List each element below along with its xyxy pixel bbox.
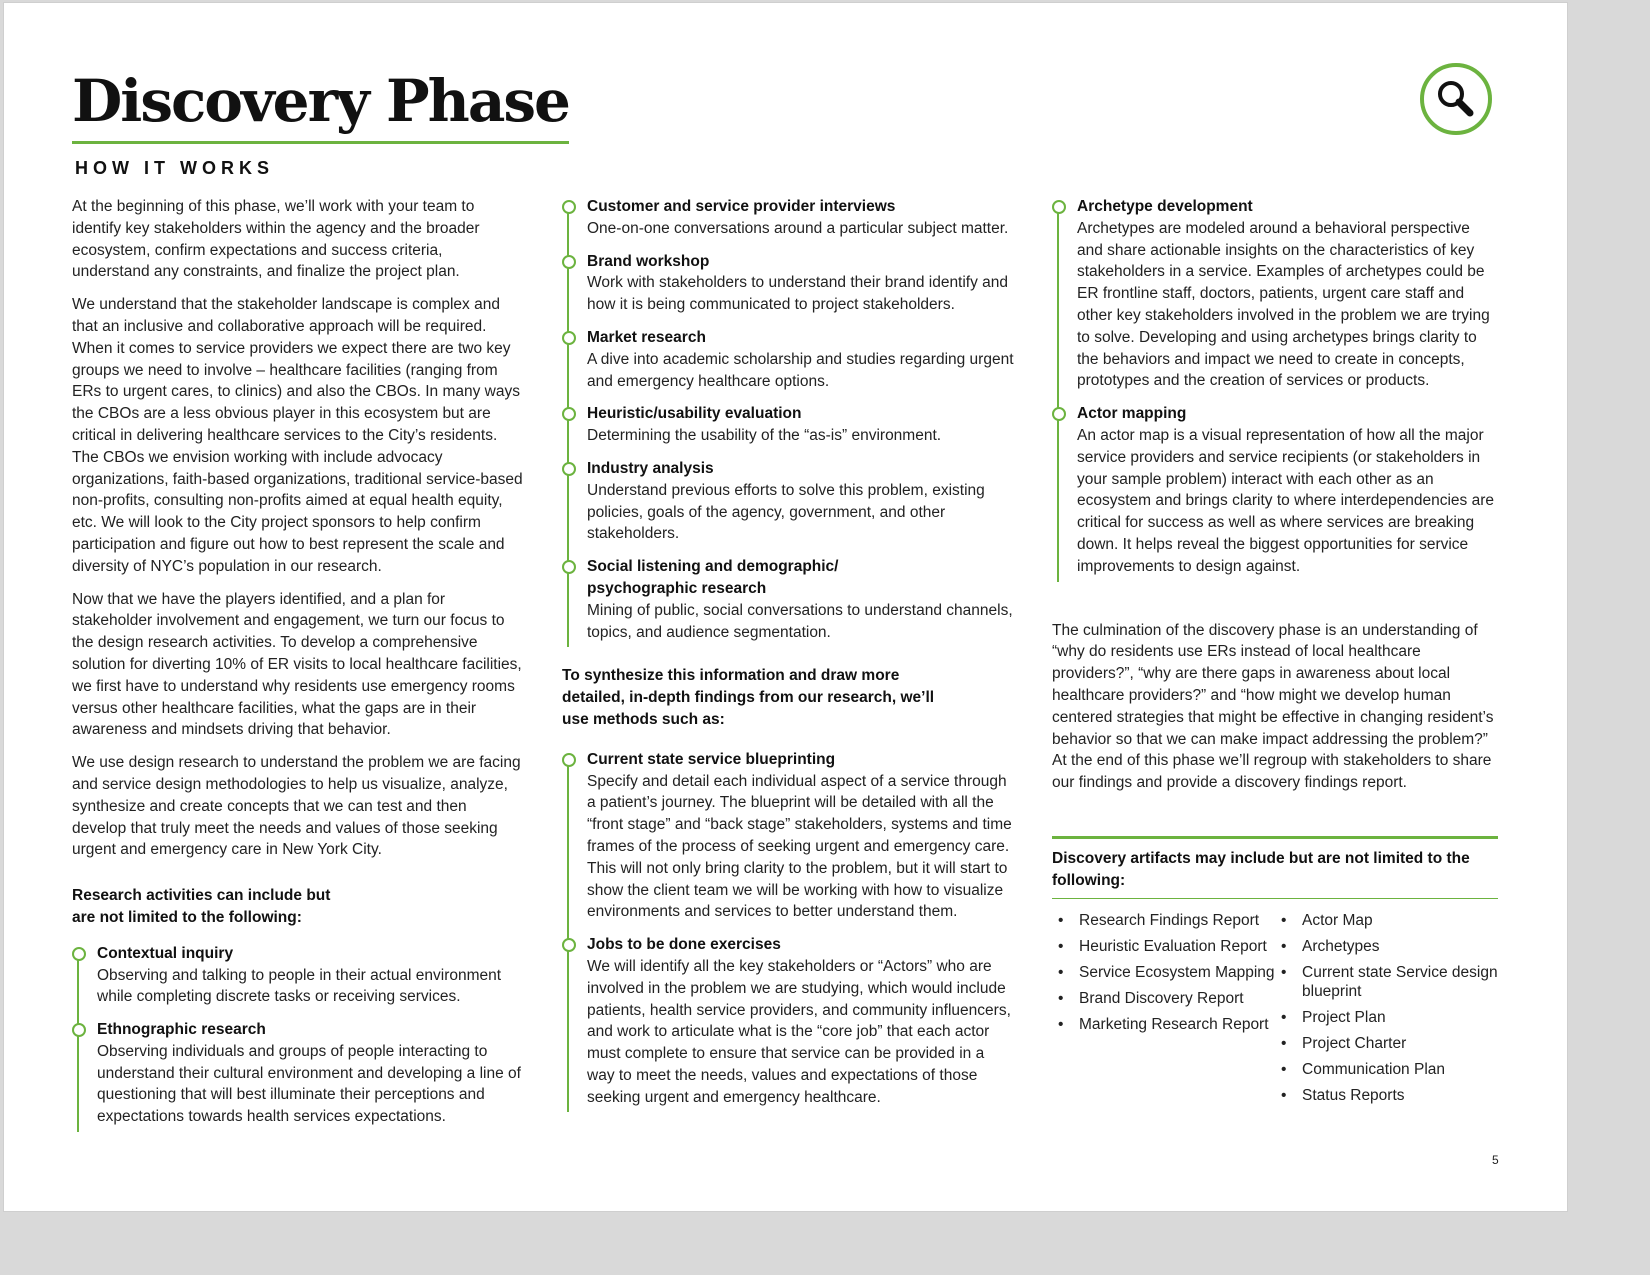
timeline-dot-icon: [562, 938, 576, 952]
list-item: [587, 749, 1014, 923]
timeline-line: [567, 208, 569, 647]
timeline-dot-icon: [562, 200, 576, 214]
activities-timeline: [562, 196, 1014, 643]
item-title: Actor mapping: [1077, 405, 1187, 423]
item-description: Observing and talking to people in their actual environment while completing discrete tasks or receiving services.: [97, 966, 502, 1006]
timeline-line: [567, 761, 569, 1113]
list-item: [587, 327, 1014, 392]
list-item: [587, 196, 1014, 240]
list-item: [97, 1019, 524, 1128]
list-item: • Project Charter: [1275, 1034, 1498, 1053]
item-description: Archetypes are modeled around a behavioral perspective and share actionable insights on the characteristics of key stakeholders in a service. Examples of archetypes could be ER frontline staff, doctors, patients, urgent care staff and other key stakeholders involved in the problem we are trying to solve. Developing and using archetypes brings clarity to the behaviors and impact we need to create in concepts, prototypes and the creation of services or products.: [1077, 219, 1490, 390]
item-description: One-on-one conversations around a particular subject matter.: [587, 219, 1009, 237]
column-right: [1052, 196, 1498, 1112]
list-item: • Current state Service design blueprint: [1275, 963, 1498, 1001]
research-focus-paragraph: Now that we have the players identified, and a plan for stakeholder involvement and engagement, we turn our focus to the design research activities. To develop a comprehensive solution for diverting 10% of ER visits to local healthcare facilities, we first have to understand why residents use emergency rooms versus other healthcare facilities, what the gaps are in their awareness and mindsets driving that behavior.: [72, 590, 522, 739]
item-description: Observing individuals and groups of people interacting to understand their cultural environment and developing a line of questioning that will best illuminate their perceptions and expectations towards health services expectations.: [97, 1042, 521, 1126]
item-title: Market research: [587, 328, 706, 346]
item-description: Work with stakeholders to understand their brand identify and how it is being communicated to project stakeholders.: [587, 274, 1009, 314]
list-item: [1077, 196, 1498, 392]
magnifier-icon: [1420, 63, 1492, 135]
list-item: • Archetypes: [1275, 937, 1498, 956]
list-item: [587, 458, 1014, 545]
list-item: • Marketing Research Report: [1052, 1015, 1275, 1034]
research-activities-lead: Research activities can include but are not limited to the following:: [72, 887, 331, 926]
timeline-dot-icon: [72, 1023, 86, 1037]
timeline-dot-icon: [562, 753, 576, 767]
timeline-dot-icon: [562, 407, 576, 421]
artifacts-box: [1052, 836, 1498, 1112]
list-item: [587, 403, 1014, 447]
list-item: • Brand Discovery Report: [1052, 989, 1275, 1008]
item-title: Customer and service provider interviews: [587, 198, 896, 215]
item-description: Specify and detail each individual aspect of a service through a patient’s journey. The blueprint will be detailed with all the “front stage” and “back stage” stakeholders, systems and time frames of the process of seeking urgent and emergency care. This will not only bring clarity to the problem, but it will start to show the client team we will be working with how to visualize environments and services to better understand them.: [587, 772, 1012, 921]
item-description: We will identify all the key stakeholders or “Actors” who are involved in the problem we are studying, which would include patients, health service providers, and community influencers, and work to articulate what is the “core job” that each actor must complete to ensure that service can be provided in a way to meet the needs, values and expectations of those seeking urgent and emergency healthcare.: [587, 957, 1011, 1106]
item-title: Current state service blueprinting: [587, 750, 836, 768]
list-item: [587, 251, 1014, 316]
timeline-dot-icon: [562, 560, 576, 574]
item-title: Contextual inquiry: [97, 944, 234, 962]
item-title: Archetype development: [1077, 198, 1253, 215]
stakeholder-paragraph: We understand that the stakeholder landscape is complex and that an inclusive and collaborative approach will be required. When it comes to service providers we expect there are two key groups we need to involve – healthcare facilities (ranging from ERs to urgent cares, to clinics) and also the CBOs. In many ways the CBOs are a less obvious player in this ecosystem but are critical in delivering healthcare services to the City’s residents. The CBOs we envision working with include advocacy organizations, faith-based organizations, traditional service-based non-profits, consulting non-profits aimed at equal health equity, etc. We will look to the City project sponsors to help confirm participation and figure out how to best represent the scale and diversity of NYC’s population in our research.: [72, 296, 523, 575]
page-title: Discovery Phase: [72, 61, 569, 144]
timeline-line: [77, 955, 79, 1132]
list-item: • Service Ecosystem Mapping: [1052, 963, 1275, 982]
research-activities-timeline: [72, 943, 524, 1128]
timeline-dot-icon: [562, 462, 576, 476]
item-title: Social listening and demographic/ psychographic research: [587, 558, 839, 597]
culmination-paragraph: The culmination of the discovery phase is an understanding of “why do residents use ERs instead of local healthcare providers?”, “why are there gaps in awareness about local healthcare providers?” and “how might we develop human centered strategies that might be effective in changing resident’s behavior so that we can make impact addressing the problem?” At the end of this phase we’ll regroup with stakeholders to share our findings and provide a discovery findings report.: [1052, 621, 1494, 792]
artifacts-list-left: [1052, 911, 1275, 1112]
timeline-line: [1057, 208, 1059, 582]
list-item: • Heuristic Evaluation Report: [1052, 937, 1275, 956]
item-description: An actor map is a visual representation of how all the major service providers and service recipients (or stakeholders in your sample problem) interact with each other as an ecosystem and brings clarity to where interdependencies are critical for success as well as where services are breaking down. It helps reveal the biggest opportunities for service improvements to design against.: [1077, 426, 1495, 575]
design-research-paragraph: We use design research to understand the problem we are facing and service design methodologies to help us visualize, analyze, synthesize and create concepts that we can test and then develop that truly meet the needs and values of those seeking urgent and emergency care in New York City.: [72, 754, 521, 859]
intro-paragraph: At the beginning of this phase, we’ll work with your team to identify key stakeholders within the agency and the broader ecosystem, confirm expectations and success criteria, understand any constraints, and finalize the project plan.: [72, 198, 480, 281]
item-description: Mining of public, social conversations to understand channels, topics, and audience segmentation.: [587, 601, 1013, 641]
item-title: Industry analysis: [587, 459, 714, 477]
item-title: Brand workshop: [587, 252, 710, 270]
column-left: [72, 196, 524, 1139]
list-item: [587, 556, 1014, 643]
list-item: [587, 934, 1014, 1108]
artifacts-list-right: [1275, 911, 1498, 1112]
item-title: Ethnographic research: [97, 1021, 266, 1039]
methods-timeline: [562, 749, 1014, 1109]
list-item: • Actor Map: [1275, 911, 1498, 930]
list-item: • Research Findings Report: [1052, 911, 1275, 930]
timeline-dot-icon: [1052, 200, 1066, 214]
timeline-dot-icon: [562, 255, 576, 269]
item-title: Jobs to be done exercises: [587, 936, 781, 954]
item-description: Understand previous efforts to solve this problem, existing policies, goals of the agency, government, and other stakeholders.: [587, 481, 985, 543]
artifacts-heading: Discovery artifacts may include but are not limited to the following:: [1052, 848, 1498, 899]
item-description: A dive into academic scholarship and studies regarding urgent and emergency healthcare options.: [587, 350, 1014, 390]
document-page: [3, 2, 1568, 1212]
mapping-timeline: [1052, 196, 1498, 578]
item-title: Heuristic/usability evaluation: [587, 405, 802, 423]
artifacts-list: [1052, 911, 1498, 1112]
list-item: [1077, 403, 1498, 577]
list-item: • Status Reports: [1275, 1086, 1498, 1105]
list-item: • Communication Plan: [1275, 1060, 1498, 1079]
column-middle: [562, 196, 1014, 1119]
list-item: [97, 943, 524, 1008]
timeline-dot-icon: [1052, 407, 1066, 421]
synthesis-lead: To synthesize this information and draw more detailed, in-depth findings from our research, we’ll use methods such as:: [562, 667, 935, 728]
timeline-dot-icon: [562, 331, 576, 345]
page-number: 5: [1492, 1153, 1499, 1167]
list-item: • Project Plan: [1275, 1008, 1498, 1027]
item-description: Determining the usability of the “as-is” environment.: [587, 427, 942, 445]
section-subtitle: HOW IT WORKS: [75, 158, 274, 178]
timeline-dot-icon: [72, 947, 86, 961]
